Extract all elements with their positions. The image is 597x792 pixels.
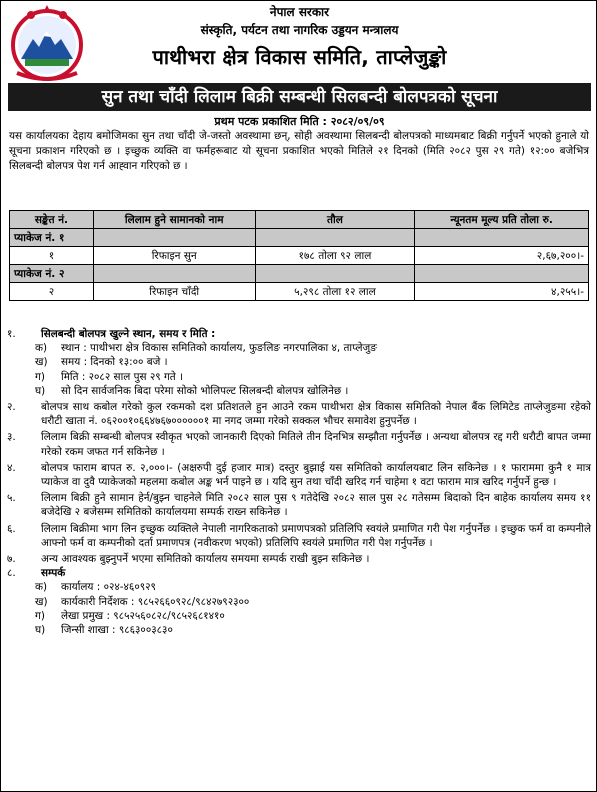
section-text: बोलपत्र साथ कबोल गरेको कुल रकमको दश प्रतिशतले हुन आउने रकम पाथीभरा क्षेत्र विकास समितिको नेपाल बैंक लिमिटेड ताप्लेजुङमा रहेको धरौटी खाता नं. ०६२००१०६६४७६७००००००१ मा नगद जम्मा गरेको सक्कल भौचर समावेश हुनुपर्नेछ । — [41, 401, 591, 428]
publication-date: प्रथम पटक प्रकाशित मिति : २०८२/०९/०९ — [214, 115, 385, 128]
list-item: क) कार्यालय : ०२४-४६०९२९ — [35, 581, 156, 594]
table-row — [10, 247, 589, 265]
section-text: लिलाम बिक्री हुने सामान हेर्न/बुझ्न चाहनेले मिति २०८२ साल पुस ९ गतेदेखि २०८२ साल पुस २८ गतेसम्म बिदाको दिन बाहेक कार्यालय समय ११ बजेदेखि २ बजेसम्म समितिको कार्यालयमा सम्पर्क राख्न सकिनेछ । — [41, 492, 591, 519]
list-item: ख) समय : दिनको १३:०० बजे । — [35, 356, 168, 369]
section-number: ४. — [7, 461, 16, 474]
notice-title-banner: सुन तथा चाँदी लिलाम बिक्री सम्बन्धी सिलबन्दी बोलपत्रको सूचना — [8, 83, 591, 111]
list-item: ख) कार्यकारी निर्देशक : ९८५२६६०९२८/९८४२७९२३०० — [35, 595, 250, 608]
section-title: सम्पर्क — [41, 567, 66, 580]
section-text: लिलाम बिक्रीमा भाग लिन इच्छुक व्यक्तिले नेपाली नागरिकताको प्रमाणपत्रको प्रतिलिपि स्वयंले प्रमाणित गरी पेश गर्नुपर्नेछ । इच्छुक फर्म वा कम्पनीले आफ्नो फर्म वा कम्पनीको दर्ता प्रमाणपत्र (नवीकरण भएको) प्रतिलिपि स्वयंले प्रमाणित गरी पेश गर्नुपर्नेछ । — [41, 522, 591, 549]
section-1 — [7, 327, 591, 341]
section-5 — [7, 491, 591, 519]
column-header-min-price: न्यूनतम मूल्य प्रति तोला रु. — [415, 211, 589, 229]
item-name: रिफाइन चाँदी — [93, 283, 255, 301]
package-label: प्याकेज नं. १ — [10, 229, 94, 247]
section-title: सिलबन्दी बोलपत्र खुल्ने स्थान, समय र मिति : — [41, 328, 216, 340]
section-number: ८. — [7, 567, 16, 580]
ministry-name: संस्कृति, पर्यटन तथा नागरिक उड्डयन मन्त्रालय — [200, 23, 399, 37]
government-name: नेपाल सरकार — [269, 5, 330, 19]
package-header-row — [10, 265, 589, 283]
table-row — [10, 283, 589, 301]
list-item: ग) मिति : २०८२ साल पुस २९ गते । — [35, 370, 183, 383]
section-text: अन्य आवश्यक बुझ्नुपर्ने भएमा समितिको कार्यालय समयमा सम्पर्क राखी बुझ्न सकिनेछ । — [41, 553, 370, 566]
section-number: २. — [7, 401, 16, 414]
package-label: प्याकेज नं. २ — [10, 265, 94, 283]
item-min-price: ४,२५५।- — [415, 283, 589, 301]
item-code: २ — [10, 283, 94, 301]
section-8 — [7, 566, 591, 580]
list-item: घ) सो दिन सार्वजनिक बिदा परेमा सोको भोलिपल्ट सिलबन्दी बोलपत्र खोलिनेछ । — [35, 384, 349, 397]
item-name: रिफाइन सुन — [93, 247, 255, 265]
column-header-code: सङ्केत नं. — [10, 211, 94, 229]
section-number: १. — [7, 328, 16, 340]
section-number: ६. — [7, 522, 16, 535]
section-text: लिलाम बिक्री सम्बन्धी बोलपत्र स्वीकृत भएको जानकारी दिएको मितिले तीन दिनभित्र सम्झौता गर्नुपर्नेछ । अन्यथा बोलपत्र रद्द गरी धरौटी बापत जम्मा गरेको रकम जफत गर्न सकिनेछ । — [41, 431, 591, 458]
intro-paragraph: यस कार्यालयका देहाय बमोजिमका सुन तथा चाँदी जे-जस्तो अवस्थामा छन्, सोही अवस्थामा सिलबन्दी बोलपत्रको माध्यमबाट बिक्री गर्नुपर्ने भएको हुनाले यो सूचना प्रकाशन गरिएको छ । इच्छुक व्यक्ति वा फर्महरूबाट यो सूचना प्रकाशित भएको मितिले २१ दिनको (मिति २०८२ पुस २९ गते) १२:०० बजेभित्र सिलबन्दी बोलपत्र पेश गर्न आह्‍वान गरिएको छ । — [9, 130, 589, 172]
item-weight: १७८ तोला ९२ लाल — [255, 247, 415, 265]
items-table — [9, 210, 589, 301]
list-item: क) स्थान : पाथीभरा क्षेत्र विकास समितिको कार्यालय, फुङलिङ नगरपालिका ४, ताप्लेजुङ — [35, 342, 377, 355]
section-number: ७. — [7, 553, 16, 566]
item-code: १ — [10, 247, 94, 265]
list-item: ग) लेखा प्रमुख : ९८५२५६०८२८/९८५२६८१४१० — [35, 609, 225, 622]
column-header-weight: तौल — [255, 211, 415, 229]
list-item: घ) जिन्सी शाखा : ९८६३००३८३० — [35, 624, 173, 637]
column-header-item: लिलाम हुने सामानको नाम — [93, 211, 255, 229]
section-3 — [7, 430, 591, 458]
notice-sections — [7, 327, 591, 637]
section-7 — [7, 552, 591, 566]
item-min-price: २,६७,२००।- — [415, 247, 589, 265]
table-header-row — [10, 211, 589, 229]
notice-header — [1, 1, 596, 85]
section-6 — [7, 522, 591, 550]
package-header-row — [10, 229, 589, 247]
section-number: ३. — [7, 431, 16, 444]
section-text: बोलपत्र फाराम बापत रु. २,०००।- (अक्षरुपी दुई हजार मात्र) दस्तुर बुझाई यस समितिको कार्यालयबाट लिन सकिनेछ । १ फाराममा कुनै १ मात्र प्याकेज वा दुवै प्याकेजको महलमा कबोल अङ्क भर्न पाइने छ । यदि सुन तथा चाँदी खरिद गर्न चाहेमा १ वटा फाराम मात्र खरिद गर्नुपर्ने हुन्छ । — [41, 461, 591, 489]
item-weight: ५,२९८ तोला १२ लाल — [255, 283, 415, 301]
section-2 — [7, 400, 591, 428]
section-number: ५. — [7, 492, 16, 505]
section-4 — [7, 461, 591, 489]
committee-name: पाथीभरा क्षेत्र विकास समिति, ताप्लेजुङ्को — [152, 45, 447, 69]
